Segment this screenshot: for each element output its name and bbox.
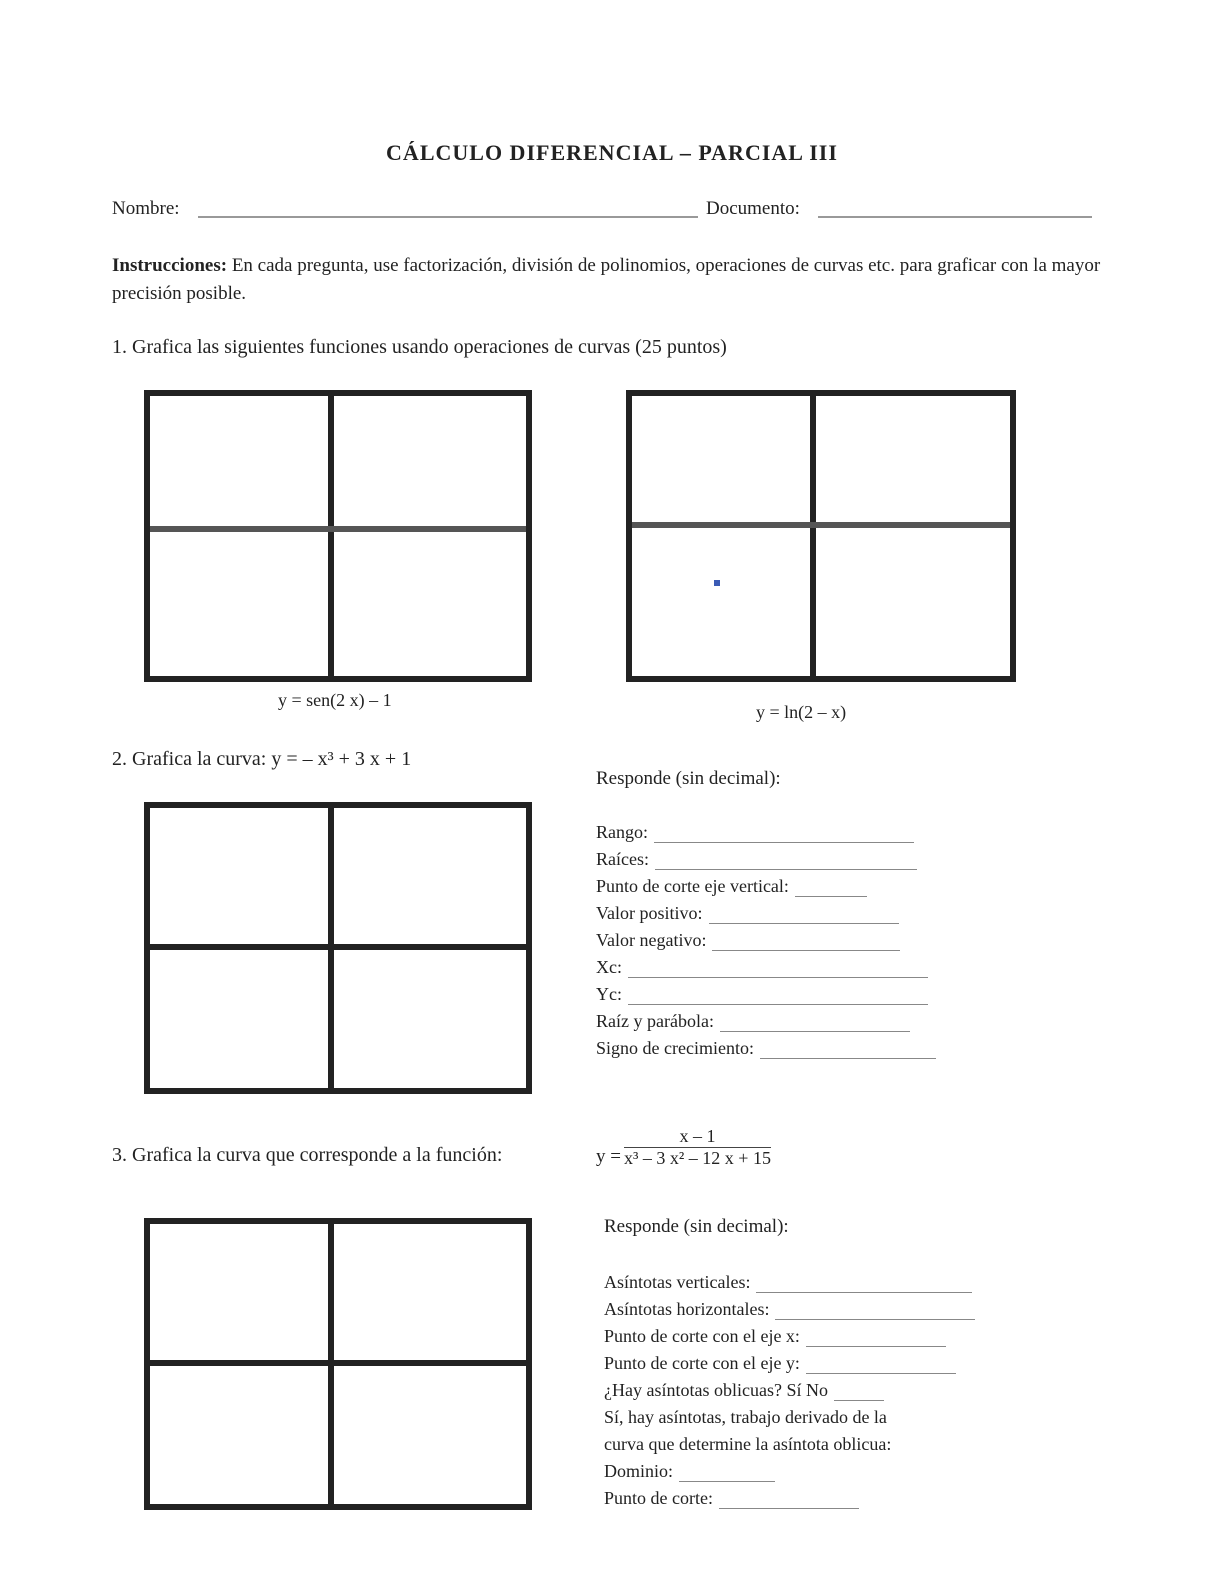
grid-vertical-axis xyxy=(810,396,816,676)
instructions xyxy=(112,252,1102,308)
q2-answer-row: Signo de crecimiento: xyxy=(596,1038,936,1059)
answer-blank[interactable] xyxy=(834,1384,884,1401)
answer-blank[interactable] xyxy=(775,1303,975,1320)
q3-answer-row: Dominio: xyxy=(604,1461,775,1482)
q3-answer-row: Asíntotas verticales: xyxy=(604,1272,972,1293)
answer-blank[interactable] xyxy=(654,826,914,843)
question-2: 2. Grafica la curva: y = – x³ + 3 x + 1 xyxy=(112,748,412,770)
answer-blank[interactable] xyxy=(719,1492,859,1509)
q2-answer-row: Raíz y parábola: xyxy=(596,1011,910,1032)
answer-blank[interactable] xyxy=(679,1465,775,1482)
q2-answer-row: Raíces: xyxy=(596,849,917,870)
answer-blank[interactable] xyxy=(628,961,928,978)
answer-blank[interactable] xyxy=(655,853,917,870)
q3-answer-row: Punto de corte: xyxy=(604,1488,859,1509)
q2-answer-row: Rango: xyxy=(596,822,914,843)
answer-blank[interactable] xyxy=(795,880,867,897)
q2-answer-row: Valor positivo: xyxy=(596,903,899,924)
grid-horizontal-axis xyxy=(632,522,1010,528)
document-field[interactable] xyxy=(818,216,1092,218)
caption-q1-left: y = sen(2 x) – 1 xyxy=(278,690,392,710)
caption-q1-right: y = ln(2 – x) xyxy=(756,702,847,722)
answer-blank[interactable] xyxy=(628,988,928,1005)
q3-answer-row: Asíntotas horizontales: xyxy=(604,1299,975,1320)
fraction-numerator: x – 1 xyxy=(624,1126,771,1148)
q3-answer-row: Punto de corte con el eje x: xyxy=(604,1326,946,1347)
q3-text-row: curva que determine la asíntota oblicua: xyxy=(604,1434,892,1454)
instructions-label: Instrucciones: xyxy=(112,255,228,276)
instructions-text: En cada pregunta, use factorización, división de polinomios, operaciones de curvas etc. para graficar con la mayor precisión posible. xyxy=(112,255,1101,304)
document-label: Documento: xyxy=(706,198,800,219)
answer-blank[interactable] xyxy=(760,1042,936,1059)
question-1: 1. Grafica las siguientes funciones usando operaciones de curvas (25 puntos) xyxy=(112,336,727,358)
q2-answer-row: Punto de corte eje vertical: xyxy=(596,876,867,897)
q2-answer-row: Yc: xyxy=(596,984,928,1005)
answer-blank[interactable] xyxy=(806,1330,946,1347)
function-fraction xyxy=(624,1126,771,1169)
graph-grid-q2[interactable] xyxy=(144,802,532,1094)
q3-respond-heading: Responde (sin decimal): xyxy=(604,1216,789,1237)
q3-oblique-question: ¿Hay asíntotas oblicuas? Sí No xyxy=(604,1380,884,1401)
graph-grid-q1-right[interactable] xyxy=(626,390,1016,682)
name-label: Nombre: xyxy=(112,198,180,219)
q3-answer-row: Punto de corte con el eje y: xyxy=(604,1353,956,1374)
grid-horizontal-axis xyxy=(150,1360,526,1366)
function-prefix: y = xyxy=(596,1146,621,1167)
graph-grid-q1-left[interactable] xyxy=(144,390,532,682)
q2-respond-heading: Responde (sin decimal): xyxy=(596,768,781,789)
q3-text-row: Sí, hay asíntotas, trabajo derivado de la xyxy=(604,1407,887,1427)
answer-blank[interactable] xyxy=(712,934,900,951)
fraction-denominator: x³ – 3 x² – 12 x + 15 xyxy=(624,1148,771,1168)
q2-answer-row: Valor negativo: xyxy=(596,930,900,951)
answer-blank[interactable] xyxy=(806,1357,956,1374)
question-3: 3. Grafica la curva que corresponde a la función: xyxy=(112,1144,503,1166)
name-field[interactable] xyxy=(198,216,698,218)
grid-vertical-axis xyxy=(328,396,334,676)
answer-blank[interactable] xyxy=(756,1276,972,1293)
cursor-dot xyxy=(714,580,720,586)
graph-grid-q3[interactable] xyxy=(144,1218,532,1510)
grid-horizontal-axis xyxy=(150,526,526,532)
grid-horizontal-axis xyxy=(150,944,526,950)
page-title: CÁLCULO DIFERENCIAL – PARCIAL III xyxy=(386,140,838,165)
answer-blank[interactable] xyxy=(720,1015,910,1032)
q2-answer-row: Xc: xyxy=(596,957,928,978)
answer-blank[interactable] xyxy=(709,907,899,924)
